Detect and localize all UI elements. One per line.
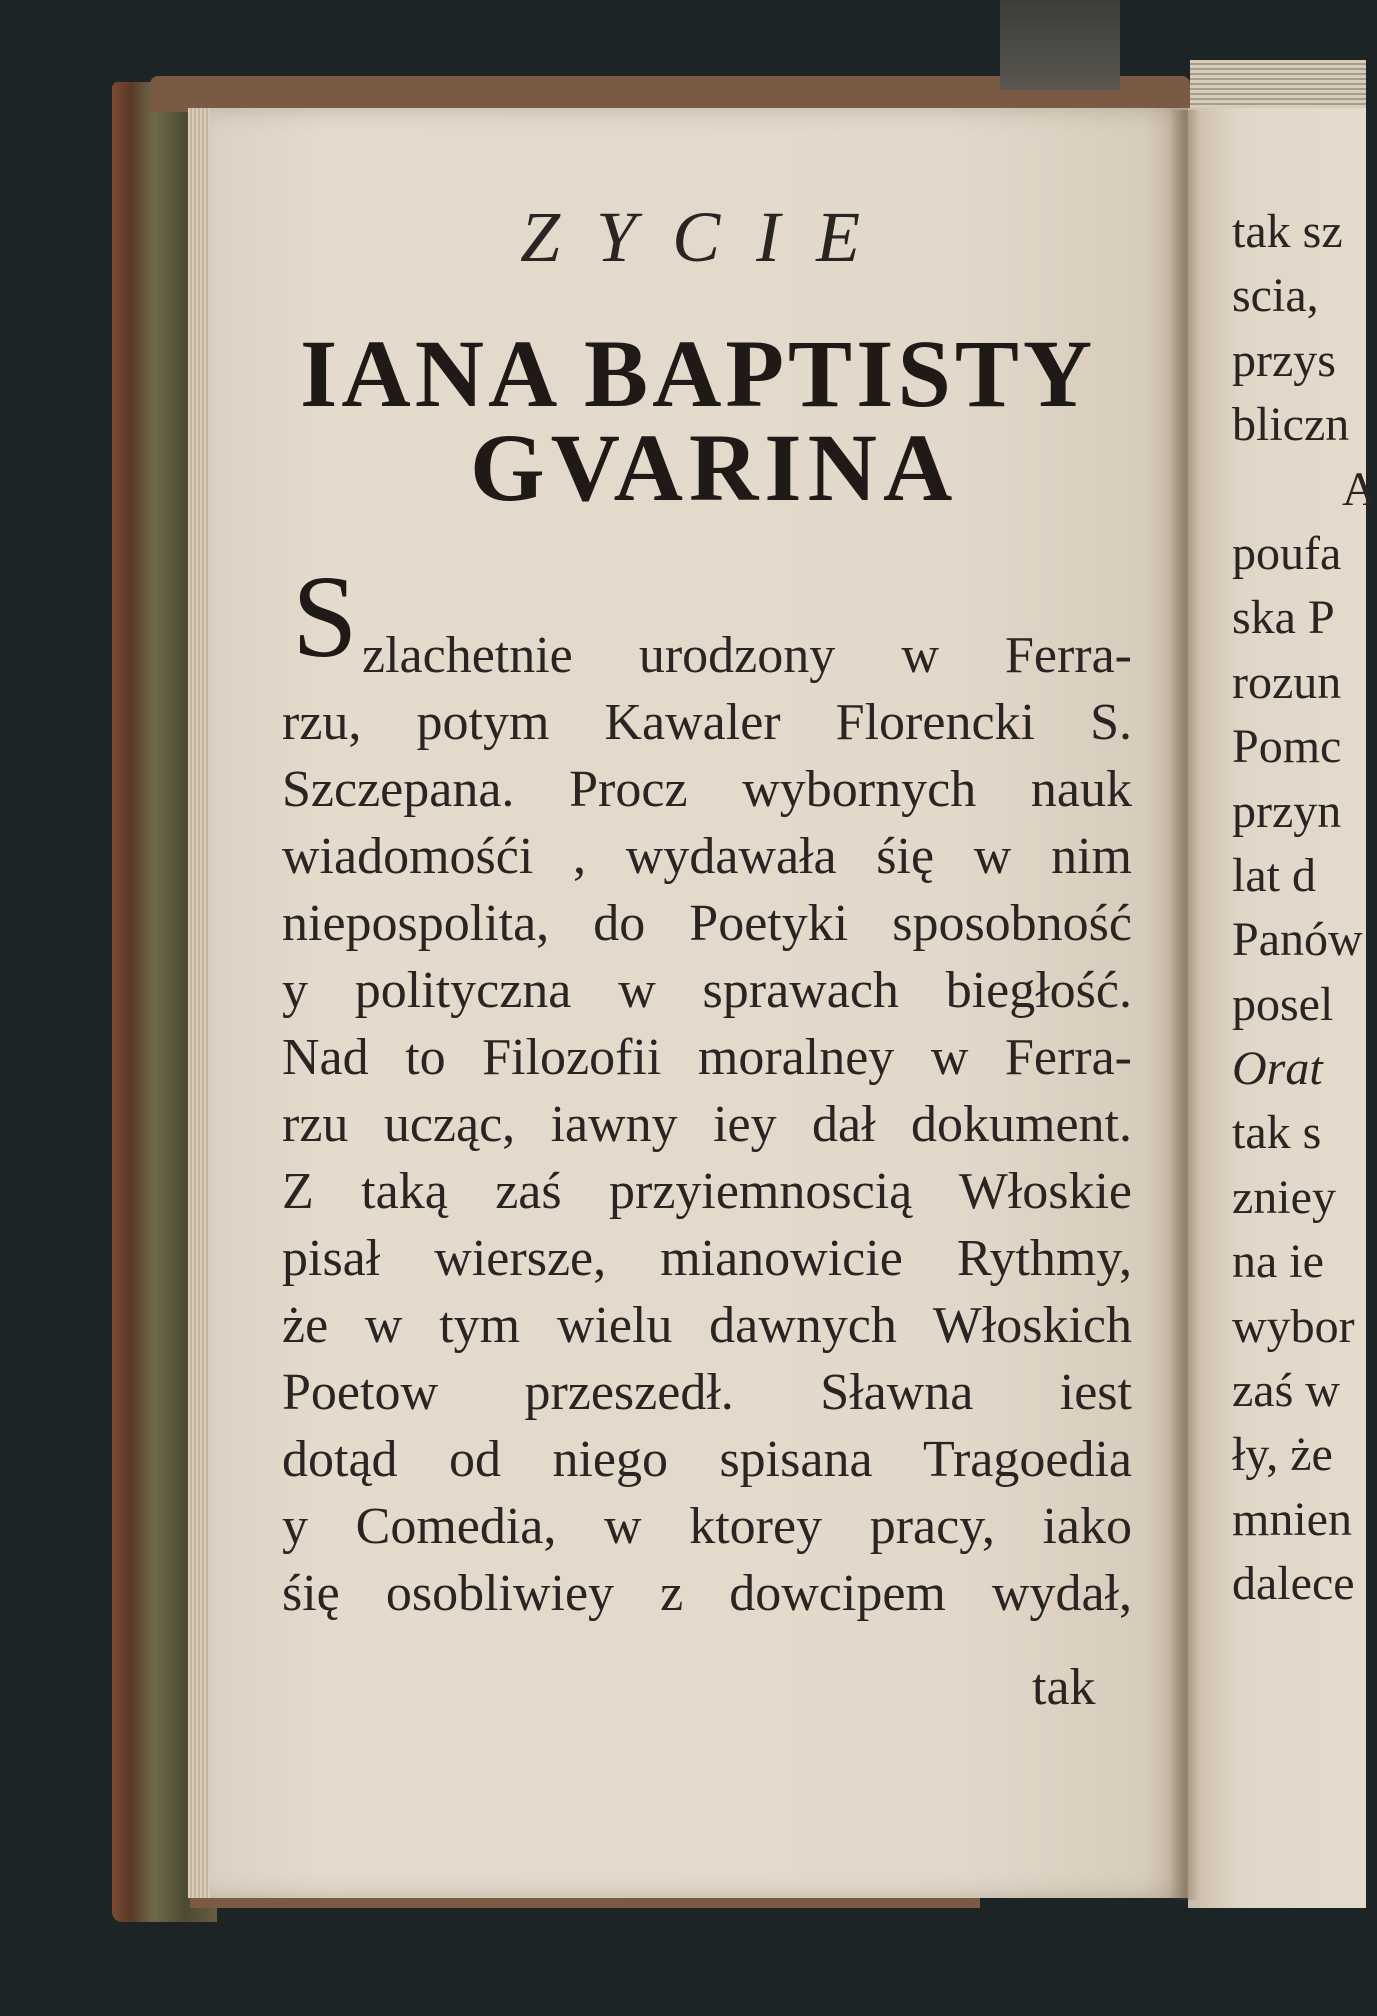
body-line: Z taką zaś przyiemnoscią Włoskie <box>282 1163 1132 1220</box>
right-page-line: dalece <box>1232 1557 1355 1611</box>
right-page-line: bliczn <box>1232 398 1350 452</box>
body-line: że w tym wielu dawnych Włoskich <box>282 1297 1132 1354</box>
right-page-line: A <box>1342 462 1377 516</box>
right-page-line: Panów <box>1232 913 1363 967</box>
body-line: niepospolita, do Poetyki sposobność <box>282 895 1132 952</box>
body-line: pisał wiersze, mianowicie Rythmy, <box>282 1230 1132 1287</box>
right-page-line: wybor <box>1232 1299 1355 1353</box>
right-page-line: scia, <box>1232 269 1319 323</box>
body-line: śię osobliwiey z dowcipem wydał, <box>282 1565 1132 1622</box>
right-page-line: ły, że <box>1232 1428 1333 1482</box>
right-page-line: mnien <box>1232 1492 1352 1546</box>
right-page-line: na ie <box>1232 1235 1324 1289</box>
right-page-line: przys <box>1232 333 1336 387</box>
drop-cap: S <box>292 551 358 682</box>
page-header-zycie: ZYCIE <box>520 197 897 277</box>
body-line: zlachetnie urodzony w Ferra- <box>362 627 1132 684</box>
body-line: rzu ucząc, iawny iey dał dokument. <box>282 1096 1132 1153</box>
body-line: y Comedia, w ktorey pracy, iako <box>282 1498 1132 1555</box>
body-line: rzu, potym Kawaler Florencki S. <box>282 694 1132 751</box>
bookmark-ribbon <box>1000 0 1120 90</box>
right-page-line: poufa <box>1232 526 1342 580</box>
body-line: wiadomośći , wydawała śię w nim <box>282 828 1132 885</box>
right-page-line: lat d <box>1232 848 1316 902</box>
body-line: dotąd od niego spisana Tragoedia <box>282 1431 1132 1488</box>
body-line: Szczepana. Procz wybornych nauk <box>282 761 1132 818</box>
right-page-line: zniey <box>1232 1170 1336 1224</box>
body-line: Poetow przeszedł. Sławna iest <box>282 1364 1132 1421</box>
page-title-line2: GVARINA <box>470 414 959 521</box>
right-page-text <box>1232 200 1377 1617</box>
book-gutter <box>1170 110 1200 1900</box>
page-title-line1: IANA BAPTISTY <box>300 320 1097 427</box>
right-page-line: zaś w <box>1232 1364 1340 1418</box>
right-page-line: tak sz <box>1232 205 1343 258</box>
right-page-line: Orat <box>1232 1042 1323 1096</box>
right-page-line: rozun <box>1232 655 1342 709</box>
right-page-line: ska P <box>1232 591 1335 645</box>
right-page-line: przyn <box>1232 784 1342 838</box>
right-page-line: tak s <box>1232 1106 1322 1160</box>
catchword: tak <box>1032 1659 1096 1716</box>
right-page-line: posel <box>1232 977 1334 1031</box>
body-text <box>282 622 1132 1627</box>
body-line: y polityczna w sprawach biegłość. <box>282 962 1132 1019</box>
body-line: Nad to Filozofii moralney w Ferra- <box>282 1029 1132 1086</box>
right-page-line: Pomc <box>1232 720 1342 774</box>
